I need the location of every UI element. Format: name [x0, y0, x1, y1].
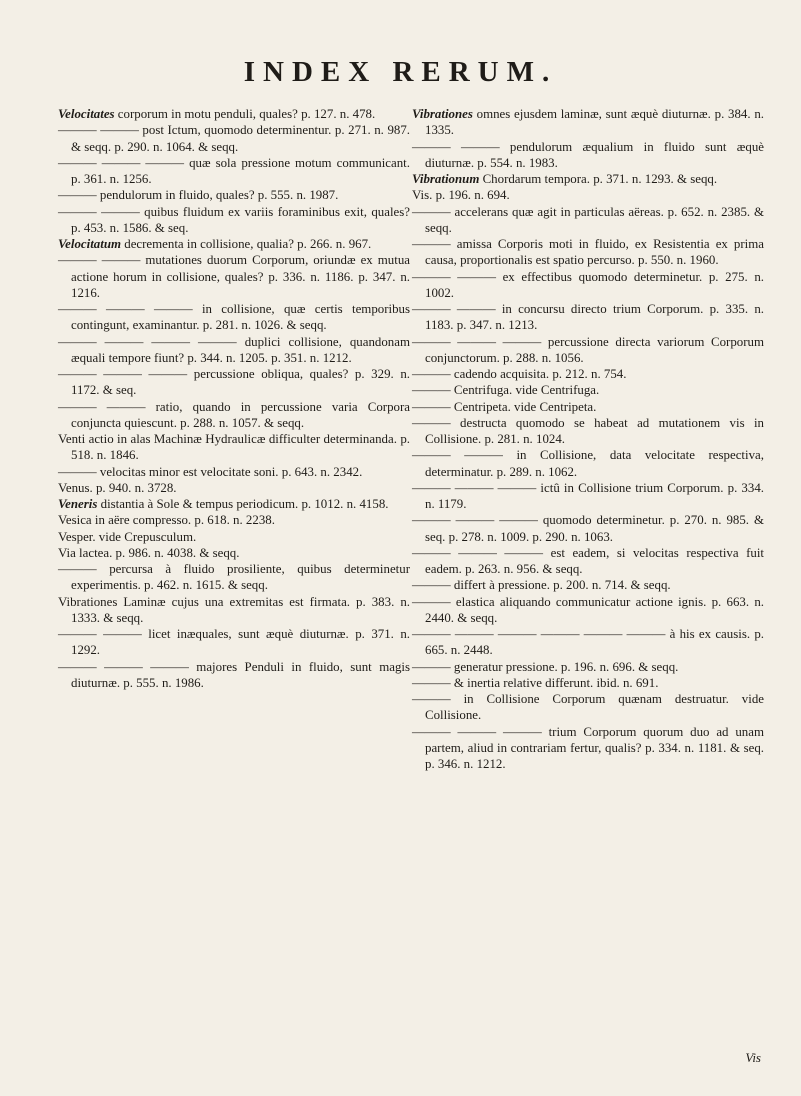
index-entry	[58, 187, 410, 203]
entry-text: ——— elastica aliquando communicatur actione ignis. p. 663. n. 2440. & seqq.	[412, 594, 764, 625]
entry-text: ——— in Collisione Corporum quænam destruatur. vide Collisione.	[412, 692, 764, 723]
index-entry	[58, 431, 410, 464]
entry-text: omnes ejusdem laminæ, sunt æquè diuturnæ. p. 384. n. 1335.	[425, 107, 764, 138]
entry-headword: Velocitates	[58, 107, 115, 121]
index-entry	[58, 626, 410, 659]
entry-text: Vesper. vide Crepusculum.	[58, 529, 197, 544]
index-entry	[412, 334, 764, 367]
entry-text: Vesica in aëre compresso. p. 618. n. 2238.	[58, 513, 275, 528]
index-entry	[412, 545, 764, 578]
entry-text: ——— differt à pressione. p. 200. n. 714. & seqq.	[412, 578, 671, 593]
entry-text: ——— ——— ratio, quando in percussione varia Corpora conjuncta quiescunt. p. 288. n. 1057. & seqq.	[58, 399, 410, 430]
index-entry	[412, 675, 764, 691]
entry-text: ——— ——— in Collisione, data velocitate respectiva, determinatur. p. 289. n. 1062.	[412, 448, 764, 479]
entry-text: Chordarum tempora. p. 371. n. 1293. & seqq.	[479, 172, 718, 186]
index-entry	[412, 577, 764, 593]
index-entry	[412, 366, 764, 382]
index-entry	[58, 334, 410, 367]
index-entry	[412, 447, 764, 480]
index-entry	[58, 204, 410, 237]
index-entry	[412, 106, 764, 139]
entry-text: ——— ——— ——— majores Penduli in fluido, sunt magis diuturnæ. p. 555. n. 1986.	[58, 659, 410, 690]
index-entry	[58, 252, 410, 301]
entry-text: ——— ——— ——— trium Corporum quorum duo ad unam partem, aliud in contrariam fertur, qualis? p. 334. n. 1181. & seq. p. 346. n. 1212.	[412, 724, 764, 771]
entry-text: ——— ——— ——— ——— ——— ——— à his ex causis. p. 665. n. 2448.	[412, 627, 764, 658]
index-entry	[412, 382, 764, 398]
index-entry	[58, 399, 410, 432]
entry-headword: Velocitatum	[58, 237, 122, 251]
index-entry	[412, 236, 764, 269]
entry-text: ——— ——— ——— est eadem, si velocitas respectiva fuit eadem. p. 263. n. 956. & seqq.	[412, 545, 764, 576]
entry-text: ——— ——— ——— percussione obliqua, quales? p. 329. n. 1172. & seq.	[58, 367, 410, 398]
index-entry	[412, 626, 764, 659]
index-entry	[58, 122, 410, 155]
entry-text: ——— Centripeta. vide Centripeta.	[412, 399, 597, 414]
entry-text: distantia à Sole & tempus periodicum. p. 1012. n. 4158.	[97, 497, 389, 511]
entry-text: ——— ——— in concursu directo trium Corporum. p. 335. n. 1183. p. 347. n. 1213.	[412, 302, 764, 333]
index-entry	[412, 512, 764, 545]
entry-text: ——— Centrifuga. vide Centrifuga.	[412, 383, 600, 398]
catchword: Vis	[745, 1050, 761, 1065]
entry-text: Venus. p. 940. n. 3728.	[58, 480, 177, 495]
entry-text: ——— ——— ——— percussione directa variorum Corporum conjunctorum. p. 288. n. 1056.	[412, 334, 764, 365]
index-entry	[58, 464, 410, 480]
entry-text: ——— ——— quibus fluidum ex variis foraminibus exit, quales? p. 453. n. 1586. & seq.	[58, 204, 410, 235]
index-entry	[412, 171, 764, 187]
entry-headword: Veneris	[58, 497, 98, 511]
index-entry	[58, 529, 410, 545]
entry-headword: Vibrationum	[412, 172, 480, 186]
entry-text: corporum in motu penduli, quales? p. 127. n. 478.	[114, 107, 376, 121]
page-header: INDEX RERUM.	[243, 56, 558, 88]
index-entry	[412, 301, 764, 334]
index-entry	[58, 106, 410, 122]
index-entry	[412, 724, 764, 773]
index-entry	[58, 594, 410, 627]
index-entry	[58, 512, 410, 528]
index-entry	[412, 187, 764, 203]
index-entry	[58, 366, 410, 399]
entry-text: ——— ——— post Ictum, quomodo determinentur. p. 271. n. 987. & seqq. p. 290. n. 1064. & seqq.	[58, 123, 410, 154]
entry-text: ——— ——— ex effectibus quomodo determinetur. p. 275. n. 1002.	[412, 269, 764, 300]
entry-text: ——— percursa à fluido prosiliente, quibus determinetur experimentis. p. 462. n. 1615. & seqq.	[58, 562, 410, 593]
index-entry	[412, 691, 764, 724]
entry-text: ——— generatur pressione. p. 196. n. 696. & seqq.	[412, 659, 679, 674]
entry-headword: Vibrationes	[412, 107, 473, 121]
index-entry	[412, 399, 764, 415]
index-entry	[58, 236, 410, 252]
index-entry	[58, 561, 410, 594]
entry-text: ——— cadendo acquisita. p. 212. n. 754.	[412, 367, 627, 381]
index-entry	[58, 155, 410, 188]
entry-text: ——— & inertia relative differunt. ibid. n. 691.	[412, 675, 659, 690]
right-column	[412, 106, 764, 772]
index-entry	[58, 545, 410, 561]
entry-text: ——— pendulorum in fluido, quales? p. 555. n. 1987.	[58, 188, 339, 203]
entry-text: Vibrationes Laminæ cujus una extremitas est firmata. p. 383. n. 1333. & seqq.	[58, 594, 410, 625]
entry-text: ——— ——— ——— quomodo determinetur. p. 270. n. 985. & seq. p. 278. n. 1009. p. 290. n. 1063.	[412, 513, 764, 544]
entry-text: ——— amissa Corporis moti in fluido, ex Resistentia ex prima causa, proportionalis est spatio percurso. p. 550. n. 1960.	[412, 237, 764, 268]
entry-text: ——— ——— mutationes duorum Corporum, oriundæ ex mutua actione horum in collisione, quales? p. 336. n. 1186. p. 347. n. 1216.	[58, 253, 410, 300]
entry-text: ——— destructa quomodo se habeat ad mutationem vis in Collisione. p. 281. n. 1024.	[412, 415, 764, 446]
index-entry	[412, 659, 764, 675]
entry-text: ——— accelerans quæ agit in particulas aëreas. p. 652. n. 2385. & seqq.	[412, 204, 764, 235]
entry-text: Via lactea. p. 986. n. 4038. & seqq.	[58, 545, 240, 560]
entry-text: ——— ——— ——— ——— duplici collisione, quandonam æquali tempore fiunt? p. 344. n. 1205. p. 351. n. 1212.	[58, 334, 410, 365]
entry-text: ——— ——— licet inæquales, sunt æquè diuturnæ. p. 371. n. 1292.	[58, 627, 410, 658]
entry-text: ——— ——— ——— quæ sola pressione motum communicant. p. 361. n. 1256.	[58, 155, 410, 186]
entry-text: ——— ——— ——— ictû in Collisione trium Corporum. p. 334. n. 1179.	[412, 480, 764, 511]
index-entry	[58, 496, 410, 512]
index-entry	[58, 659, 410, 692]
index-entry	[412, 139, 764, 172]
index-entry	[412, 204, 764, 237]
entry-text: decrementa in collisione, qualia? p. 266. n. 967.	[121, 237, 372, 251]
entry-text: ——— ——— ——— in collisione, quæ certis temporibus contingunt, examinantur. p. 281. n. 1026. & seqq.	[58, 302, 410, 333]
index-entry	[412, 480, 764, 513]
index-entry	[58, 480, 410, 496]
entry-text: ——— velocitas minor est velocitate soni. p. 643. n. 2342.	[58, 464, 363, 479]
index-entry	[412, 269, 764, 302]
index-entry	[412, 415, 764, 448]
entry-text: Venti actio in alas Machinæ Hydraulicæ difficulter determinanda. p. 518. n. 1846.	[58, 432, 410, 463]
index-entry	[58, 301, 410, 334]
left-column	[58, 106, 410, 691]
entry-text: ——— ——— pendulorum æqualium in fluido sunt æquè diuturnæ. p. 554. n. 1983.	[412, 139, 764, 170]
index-entry	[412, 594, 764, 627]
entry-text: Vis. p. 196. n. 694.	[412, 188, 510, 203]
